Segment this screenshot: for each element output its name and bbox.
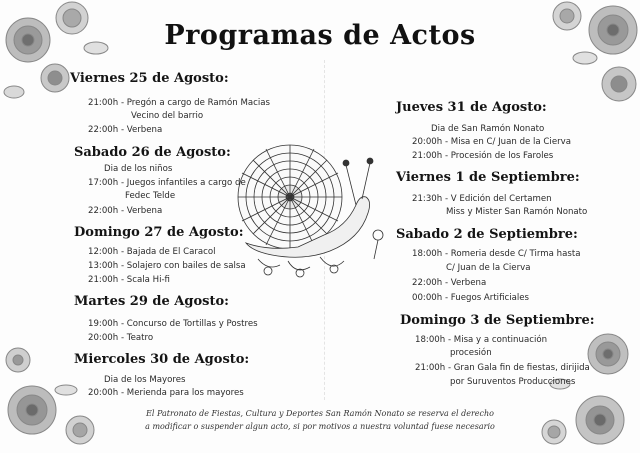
- event-line: Dia de San Ramón Nonato: [431, 124, 545, 134]
- day-heading-jueves-31: Jueves 31 de Agosto:: [396, 100, 547, 115]
- footer-note-line-2: a modificar o suspender algun acto, si por motivos a nuestra voluntad fuese necesario: [145, 422, 495, 431]
- event-line: Vecino del barrio: [131, 111, 204, 121]
- page-title: Programas de Actos: [164, 20, 476, 51]
- event-line: 20:00h - Teatro: [88, 333, 154, 343]
- event-line: 20:00h - Misa en C/ Juan de la Cierva: [412, 137, 571, 147]
- event-line: 17:00h - Juegos infantiles a cargo de: [88, 178, 246, 188]
- event-line: 12:00h - Bajada de El Caracol: [88, 247, 216, 257]
- event-line: 22:00h - Verbena: [412, 278, 487, 288]
- day-heading-sabado-26: Sabado 26 de Agosto:: [74, 145, 231, 160]
- day-heading-viernes-1: Viernes 1 de Septiembre:: [396, 170, 580, 185]
- event-line: 00:00h - Fuegos Artificiales: [412, 293, 530, 303]
- event-line: 19:00h - Concurso de Tortillas y Postres: [88, 319, 258, 329]
- day-heading-domingo-3: Domingo 3 de Septiembre:: [400, 313, 595, 328]
- day-heading-domingo-27: Domingo 27 de Agosto:: [74, 225, 244, 240]
- event-line: 21:30h - V Edición del Certamen: [412, 194, 552, 204]
- event-line: Dia de los Mayores: [104, 375, 186, 385]
- footer-note-line-1: El Patronato de Fiestas, Cultura y Deportes San Ramón Nonato se reserva el derecho: [146, 409, 494, 418]
- event-line: 22:00h - Verbena: [88, 206, 163, 216]
- day-heading-miercoles-30: Miercoles 30 de Agosto:: [74, 352, 250, 367]
- event-line: 13:00h - Solajero con bailes de salsa: [88, 261, 246, 271]
- day-heading-viernes-25: Viernes 25 de Agosto:: [70, 71, 229, 86]
- event-line: 21:00h - Gran Gala fin de fiestas, dirijida: [415, 363, 590, 373]
- event-line: C/ Juan de la Cierva: [446, 263, 531, 273]
- event-line: Fedec Telde: [125, 191, 176, 201]
- event-line: 22:00h - Verbena: [88, 125, 163, 135]
- event-line: 18:00h - Romeria desde C/ Tirma hasta: [412, 249, 581, 259]
- event-line: por Suruventos Producciones: [450, 377, 576, 387]
- event-line: 18:00h - Misa y a continuación: [415, 335, 548, 345]
- snail-illustration-icon: [228, 135, 388, 280]
- event-line: Dia de los niños: [104, 164, 173, 174]
- event-line: 21:00h - Scala Hi-fi: [88, 275, 170, 285]
- event-line: 21:00h - Pregón a cargo de Ramón Macias: [88, 98, 271, 108]
- event-line: 20:00h - Merienda para los mayores: [88, 388, 244, 398]
- event-line: procesión: [450, 348, 492, 358]
- event-line: 21:00h - Procesión de los Faroles: [412, 151, 554, 161]
- event-line: Miss y Mister San Ramón Nonato: [446, 207, 588, 217]
- day-heading-sabado-2: Sabado 2 de Septiembre:: [396, 227, 578, 242]
- day-heading-martes-29: Martes 29 de Agosto:: [74, 294, 229, 309]
